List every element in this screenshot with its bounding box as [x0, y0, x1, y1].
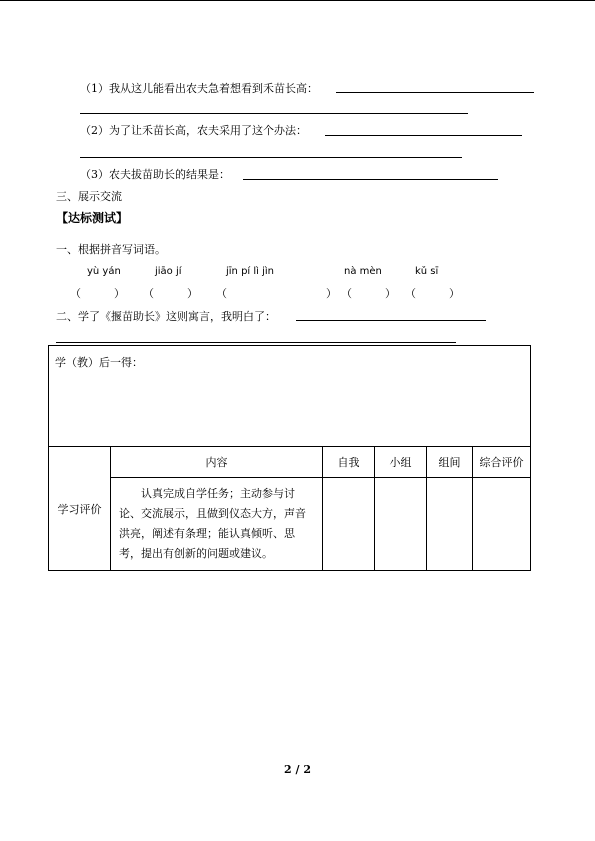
answer-blank-4[interactable]: （ ）: [341, 287, 396, 300]
header-group: 小组: [375, 447, 427, 478]
answer-line-item2a[interactable]: [296, 320, 486, 321]
header-overall: 综合评价: [473, 447, 531, 478]
answer-blank-2[interactable]: （ ）: [143, 287, 198, 300]
score-inter-group-cell[interactable]: [427, 478, 473, 571]
answer-blank-3[interactable]: （ ）: [216, 287, 337, 300]
page-number: 2 / 2: [284, 763, 311, 776]
row-label-learning-evaluation: 学习评价: [49, 447, 111, 571]
header-content: 内容: [111, 447, 323, 478]
answer-blank-1[interactable]: （ ）: [70, 287, 125, 300]
header-inter-group: 组间: [427, 447, 473, 478]
section-3-heading: 三、展示交流: [56, 190, 122, 203]
header-self: 自我: [323, 447, 375, 478]
question-1: （1）我从这儿能看出农夫急着想看到禾苗长高：: [80, 82, 318, 95]
score-overall-cell[interactable]: [473, 478, 531, 571]
pinyin-5: kǔ sī: [415, 266, 439, 277]
reflection-label: 学（教）后一得：: [55, 356, 143, 369]
answer-line-1a[interactable]: [336, 92, 534, 93]
answer-line-2b[interactable]: [80, 157, 462, 158]
answer-line-3[interactable]: [243, 179, 498, 180]
item-1-instruction: 一、根据拼音写词语。: [56, 243, 166, 256]
pinyin-3: jīn pí lì jìn: [226, 266, 275, 277]
answer-line-1b[interactable]: [80, 113, 468, 114]
pinyin-4: nà mèn: [344, 266, 382, 277]
pinyin-1: yù yán: [87, 266, 121, 277]
answer-line-item2b[interactable]: [56, 342, 456, 343]
score-self-cell[interactable]: [323, 478, 375, 571]
score-group-cell[interactable]: [375, 478, 427, 571]
question-3: （3）农夫拔苗助长的结果是：: [80, 168, 230, 181]
evaluation-table: [48, 345, 531, 571]
pinyin-2: jiāo jí: [155, 266, 182, 277]
reflection-box[interactable]: [49, 346, 531, 447]
answer-blank-5[interactable]: （ ）: [405, 287, 460, 300]
answer-line-2a[interactable]: [325, 135, 522, 136]
question-2: （2）为了让禾苗长高，农夫采用了这个办法：: [80, 124, 307, 137]
page-top-rule: [0, 0, 595, 1]
test-section-title: 【达标测试】: [56, 211, 129, 225]
item-2-instruction: 二、学了《揠苗助长》这则寓言，我明白了：: [56, 310, 276, 323]
evaluation-content: 认真完成自学任务；主动参与讨论、交流展示，且做到仪态大方，声音洪亮，阐述有条理；能认真倾听、思考，提出有创新的问题或建议。: [111, 478, 323, 571]
